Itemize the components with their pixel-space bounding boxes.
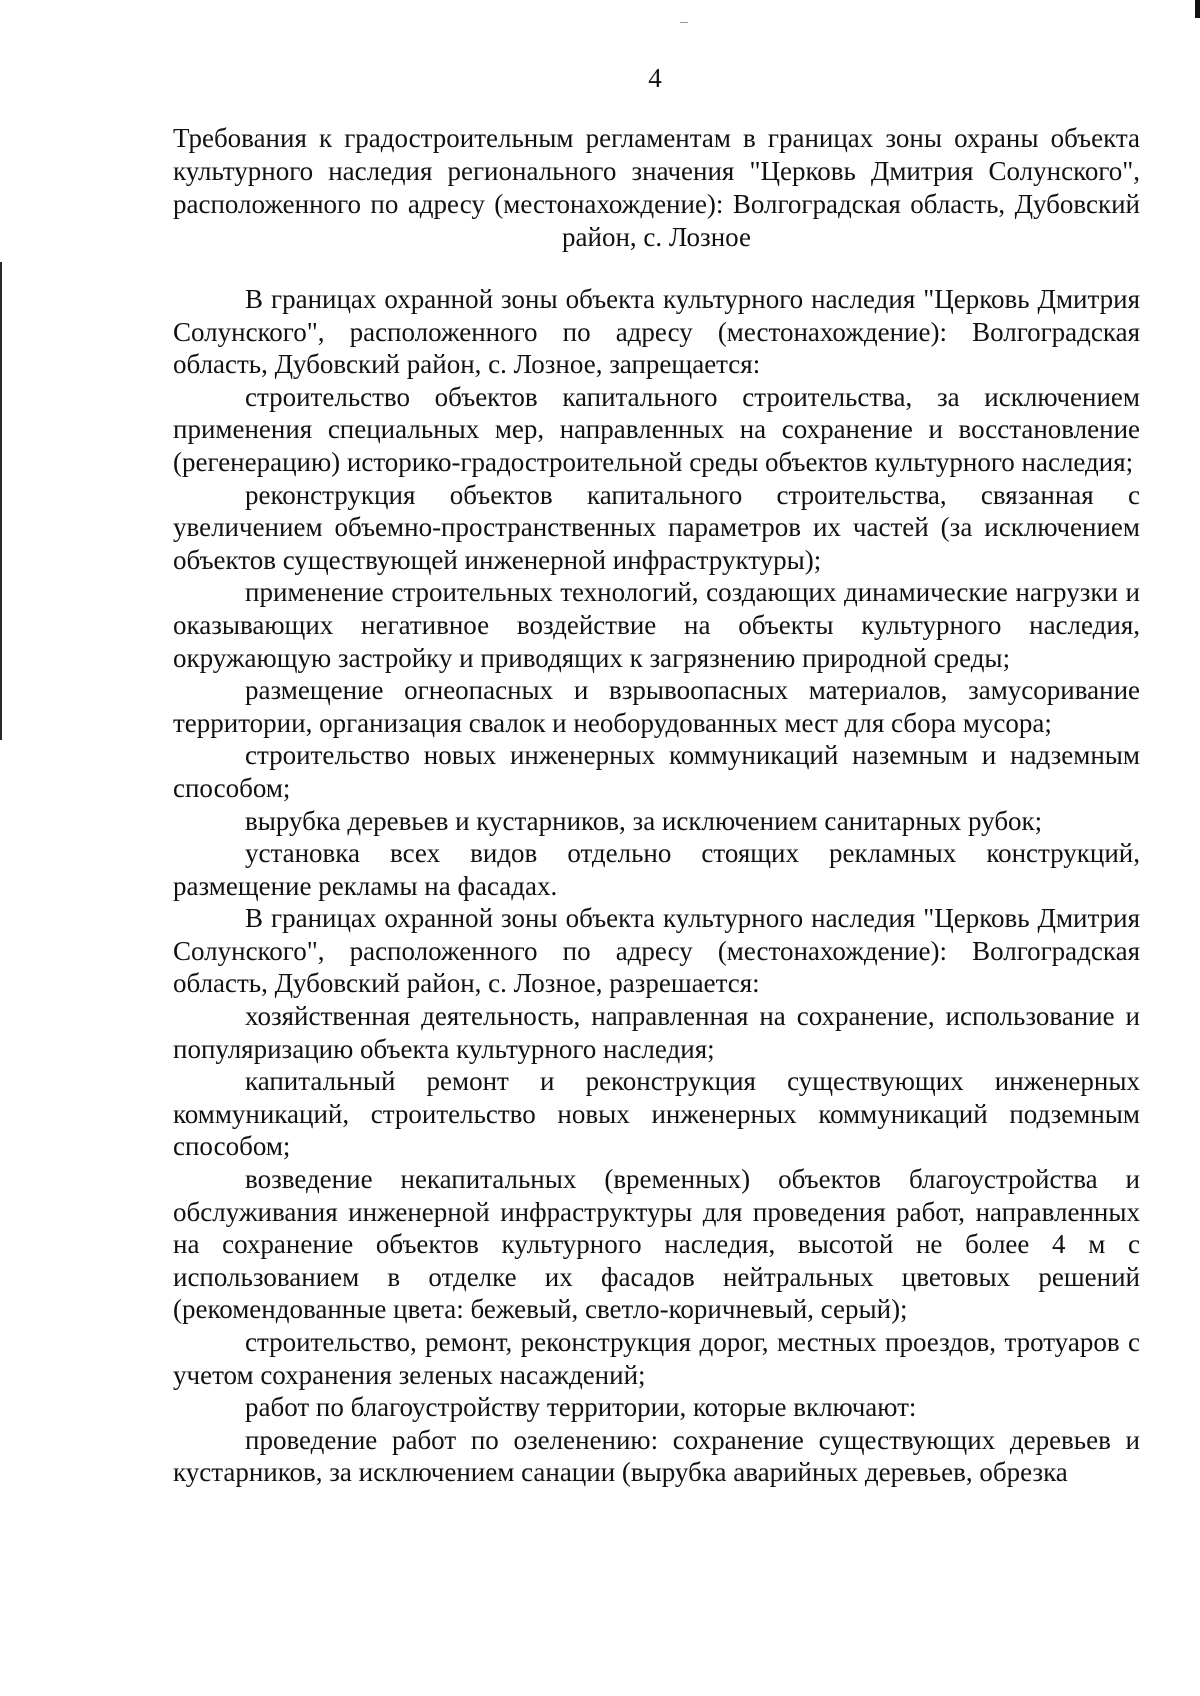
paragraph: строительство объектов капитального строительства, за исключением применения специальных мер, направленных на сохранение и восстановление (регенерацию) историко-градостроительной среды объектов культурного наследия; bbox=[173, 381, 1140, 477]
paragraph: применение строительных технологий, создающих динамические нагрузки и оказывающих негативное воздействие на объекты культурного наследия, окружающую застройку и приводящих к загрязнению природной среды; bbox=[173, 577, 1140, 673]
paragraph: реконструкция объектов капитального строительства, связанная с увеличением объемно-пространственных параметров их частей (за исключением объектов существующей инженерной инфраструктуры); bbox=[173, 479, 1140, 575]
paragraph: установка всех видов отдельно стоящих рекламных конструкций, размещение рекламы на фасадах. bbox=[173, 838, 1140, 901]
paragraph: В границах охранной зоны объекта культурного наследия "Церковь Дмитрия Солунского", расположенного по адресу (местонахождение): Волгоградская область, Дубовский район, с. Лозное, запрещается: bbox=[173, 284, 1140, 380]
scan-corner-mark bbox=[1195, 0, 1200, 18]
paragraph: работ по благоустройству территории, которые включают: bbox=[245, 1392, 917, 1423]
paragraph: строительство, ремонт, реконструкция дорог, местных проездов, тротуаров с учетом сохранения зеленых насаждений; bbox=[173, 1327, 1140, 1390]
paragraph: строительство новых инженерных коммуникаций наземным и надземным способом; bbox=[173, 740, 1140, 803]
paragraph: возведение некапитальных (временных) объектов благоустройства и обслуживания инженерной инфраструктуры для проведения работ, направленных на сохранение объектов культурного наследия, высотой не более 4 м с использованием в отделке их фасадов нейтральных цветовых решений (рекомендованные цвета: бежевый, светло-коричневый, серый); bbox=[173, 1164, 1140, 1325]
paragraph: В границах охранной зоны объекта культурного наследия "Церковь Дмитрия Солунского", расположенного по адресу (местонахождение): Волгоградская область, Дубовский район, с. Лозное, разрешается: bbox=[173, 903, 1140, 999]
paragraph: размещение огнеопасных и взрывоопасных материалов, замусоривание территории, организация свалок и необорудованных мест для сбора мусора; bbox=[173, 675, 1140, 738]
scan-edge-mark bbox=[0, 262, 2, 740]
paragraph: хозяйственная деятельность, направленная на сохранение, использование и популяризацию объекта культурного наследия; bbox=[173, 1001, 1140, 1064]
scan-speck bbox=[680, 22, 688, 23]
paragraph: вырубка деревьев и кустарников, за исключением санитарных рубок; bbox=[245, 805, 1043, 836]
paragraph: проведение работ по озеленению: сохранение существующих деревьев и кустарников, за исключением санации (вырубка аварийных деревьев, обрезка bbox=[173, 1424, 1140, 1488]
document-body bbox=[173, 283, 1140, 1489]
page-number: 4 bbox=[648, 63, 662, 93]
document-title: Требования к градостроительным регламентам в границах зоны охраны объекта культурного наследия регионального значения "Церковь Дмитрия Солунского", расположенного по адресу (местонахождение): Волгоградская область, Дубовский район, с. Лозное bbox=[173, 123, 1140, 252]
paragraph: капитальный ремонт и реконструкция существующих инженерных коммуникаций, строительство новых инженерных коммуникаций подземным способом; bbox=[173, 1066, 1140, 1162]
